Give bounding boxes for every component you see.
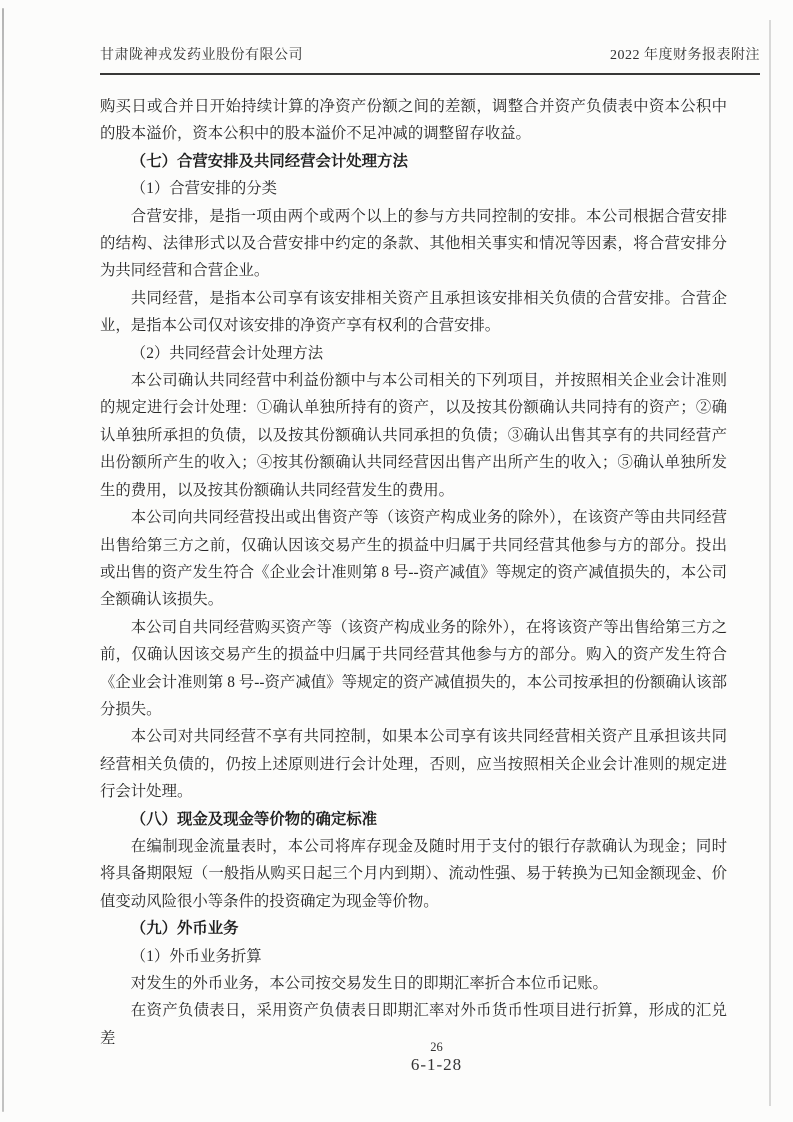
paragraph: 本公司自共同经营购买资产等（该资产构成业务的除外），在将该资产等出售给第三方之前，仅确认因该交易产生的损益中归属于共同经营其他参与方的部分。购入的资产发生符合《企业会计准则第 8 号--资产减值》等规定的资产减值损失的，本公司按承担的份额确认该部分损失。 bbox=[100, 618, 727, 718]
paragraph: 本公司对共同经营不享有共同控制，如果本公司享有该共同经营相关资产且承担该共同经营相关负债的，仍按上述原则进行会计处理，否则，应当按照相关企业会计准则的规定进行会计处理。 bbox=[100, 728, 727, 801]
page-footer bbox=[40, 1040, 793, 1075]
scan-artifact-right-edge bbox=[769, 20, 771, 1106]
paragraph: 本公司确认共同经营中利益份额中与本公司相关的下列项目，并按照相关企业会计准则的规定进行会计处理：①确认单独所持有的资产，以及按其份额确认共同持有的资产；②确认单独所承担的负债，以及按其份额确认共同承担的负债；③确认出售其享有的共同经营产出份额所产生的收入；④按其份额确认共同经营因出售产出所产生的收入；⑤确认单独所发生的费用，以及按其份额确认共同经营发生的费用。 bbox=[100, 372, 727, 499]
scan-artifact-left-edge bbox=[2, 8, 4, 1112]
section-heading: （七）合营安排及共同经营会计处理方法 bbox=[130, 152, 408, 170]
paragraph-container bbox=[100, 93, 727, 1052]
paragraph: （1）合营安排的分类 bbox=[130, 180, 278, 198]
paragraph: 合营安排，是指一项由两个或两个以上的参与方共同控制的安排。本公司根据合营安排的结构、法律形式以及合营安排中约定的条款、其他相关事实和情况等因素，将合营安排分为共同经营和合营企业。 bbox=[100, 207, 727, 280]
paragraph: （1）外币业务折算 bbox=[130, 947, 262, 965]
document-title: 2022 年度财务报表附注 bbox=[610, 48, 760, 63]
paragraph: 在编制现金流量表时，本公司将库存现金及随时用于支付的银行存款确认为现金；同时将具备期限短（一般指从购买日起三个月内到期）、流动性强、易于转换为已知金额现金、价值变动风险很小等条件的投资确定为现金等价物。 bbox=[100, 837, 727, 910]
section-heading: （八）现金及现金等价物的确定标准 bbox=[130, 810, 378, 828]
paragraph: 购买日或合并日开始持续计算的净资产份额之间的差额，调整合并资产负债表中资本公积中的股本溢价，资本公积中的股本溢价不足冲减的调整留存收益。 bbox=[100, 98, 727, 143]
paragraph: 本公司向共同经营投出或出售资产等（该资产构成业务的除外），在该资产等由共同经营出售给第三方之前，仅确认因该交易产生的损益中归属于共同经营其他参与方的部分。投出或出售的资产发生符合《企业会计准则第 8 号--资产减值》等规定的资产减值损失的，本公司全额确认该损失。 bbox=[100, 509, 727, 609]
company-name: 甘肃陇神戎发药业股份有限公司 bbox=[100, 48, 303, 63]
paragraph: 对发生的外币业务，本公司按交易发生日的即期汇率折合本位币记账。 bbox=[130, 975, 608, 992]
page-code: 6-1-28 bbox=[410, 1055, 463, 1074]
paragraph: （2）共同经营会计处理方法 bbox=[130, 344, 324, 362]
page-header bbox=[100, 44, 760, 75]
section-heading: （九）外币业务 bbox=[130, 920, 239, 938]
paragraph: 在资产负债表日，采用资产负债表日即期汇率对外币货币性项目进行折算，形成的汇兑差 bbox=[100, 1002, 727, 1047]
page-number: 26 bbox=[430, 1040, 443, 1054]
paragraph: 共同经营，是指本公司享有该安排相关资产且承担该安排相关负债的合营安排。合营企业，是指本公司仅对该安排的净资产享有权利的合营安排。 bbox=[100, 289, 727, 335]
